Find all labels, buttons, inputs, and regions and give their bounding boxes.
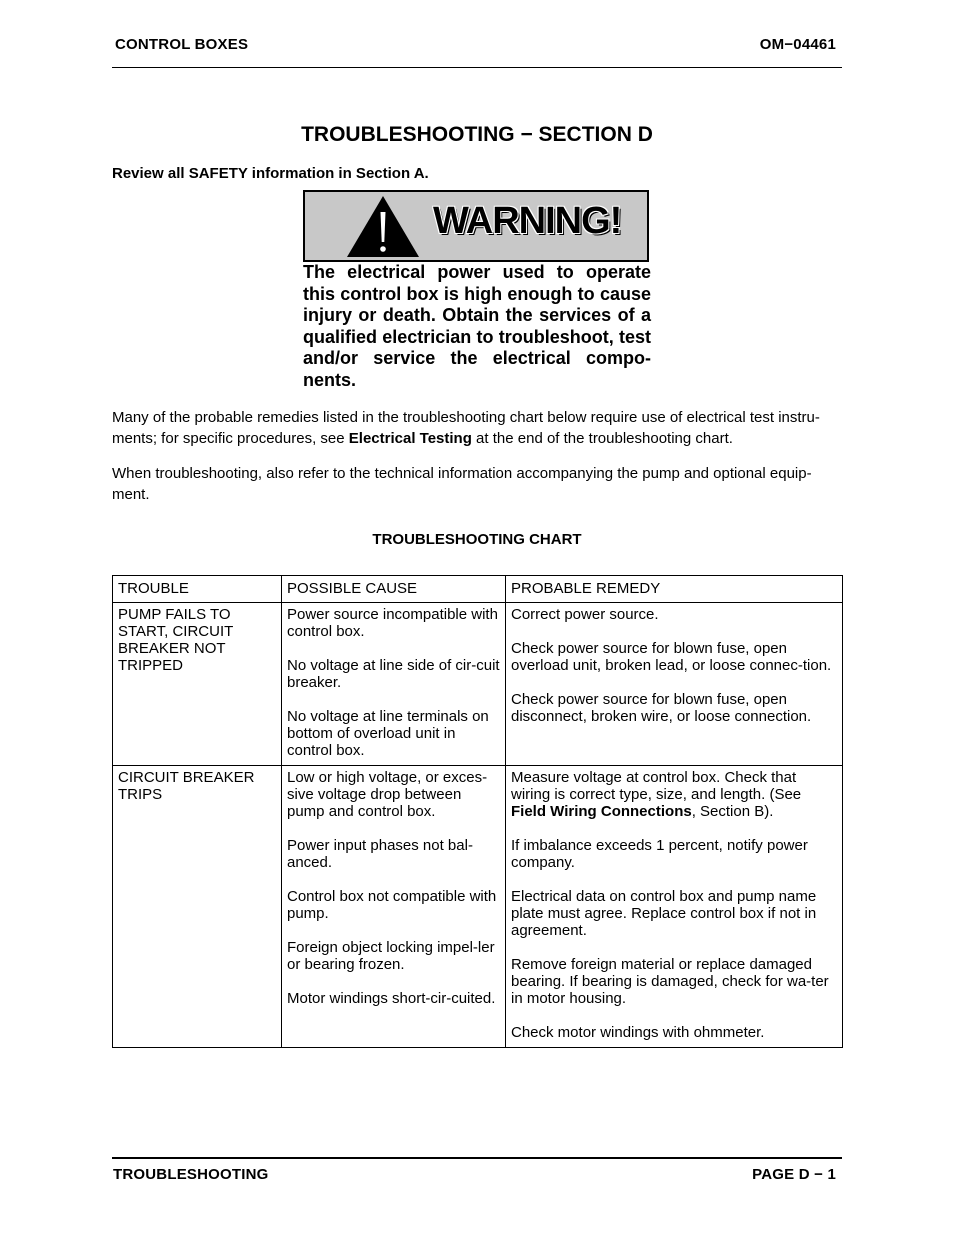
cause-entry: Power input phases not bal-anced. — [287, 837, 473, 871]
remedy-entry: Remove foreign material or replace damaged bearing. If bearing is damaged, check for wa-ter in motor housing. — [511, 956, 829, 1007]
remedy-entry: Electrical data on control box and pump name plate must agree. Replace control box if not in agreement. — [511, 888, 817, 939]
cause-entry: Motor windings short-cir-cuited. — [287, 990, 496, 1007]
reference-paragraph: When troubleshooting, also refer to the technical information accompanying the pump and optional equip-ment. — [112, 465, 812, 503]
trouble-cell: PUMP FAILS TO START, CIRCUIT BREAKER NOT TRIPPED — [113, 603, 282, 766]
footer-section-title: TROUBLESHOOTING — [113, 1166, 269, 1183]
remedy-text-end: , Section B). — [691, 803, 774, 820]
safety-note: Review all SAFETY information in Section A. — [112, 165, 429, 182]
header-document-number: OM−04461 — [759, 36, 836, 53]
cause-cell — [282, 766, 506, 1048]
header-rule — [112, 67, 842, 68]
chart-title: TROUBLESHOOTING CHART — [372, 531, 582, 548]
remedy-entry — [511, 769, 837, 820]
table-header-row — [113, 576, 843, 603]
troubleshooting-table — [112, 575, 843, 1048]
header-section-title: CONTROL BOXES — [115, 36, 249, 53]
field-wiring-reference: Field Wiring Connections — [511, 803, 692, 820]
intro-paragraph — [112, 408, 844, 449]
footer-rule — [112, 1157, 842, 1159]
warning-triangle-icon — [345, 194, 421, 258]
remedy-entry: If imbalance exceeds 1 percent, notify power company. — [511, 837, 808, 871]
cause-entry: Low or high voltage, or exces-sive voltage drop between pump and control box. — [287, 769, 488, 820]
warning-text: The electrical power used to operate this control box is high enough to cause injury or death. Obtain the services of a qualified electrician to troubleshoot, test and/or service the electrical compo-nents. — [303, 262, 651, 390]
remedy-entry: Check power source for blown fuse, open overload unit, broken lead, or loose connec-tion. — [511, 640, 832, 674]
header-possible-cause: POSSIBLE CAUSE — [282, 576, 506, 603]
warning-heading: WARNING! — [433, 200, 622, 242]
warning-banner — [303, 190, 649, 262]
remedy-entry: Correct power source. — [511, 606, 659, 623]
remedy-text-start: Measure voltage at control box. Check that wiring is correct type, size, and length. (See — [511, 769, 802, 803]
page-title: TROUBLESHOOTING − SECTION D — [301, 123, 653, 146]
page-number: PAGE D − 1 — [752, 1166, 836, 1183]
table-row — [113, 603, 843, 766]
table-row — [113, 766, 843, 1048]
header-probable-remedy: PROBABLE REMEDY — [506, 576, 843, 603]
electrical-testing-reference: Electrical Testing — [348, 429, 472, 447]
remedy-cell — [506, 766, 843, 1048]
remedy-entry: Check motor windings with ohmmeter. — [511, 1024, 765, 1041]
intro-text-end: at the end of the troubleshooting chart. — [471, 429, 733, 447]
cause-entry: No voltage at line terminals on bottom of overload unit in control box. — [287, 708, 489, 759]
cause-cell — [282, 603, 506, 766]
remedy-cell — [506, 603, 843, 766]
cause-entry: Foreign object locking impel-ler or bearing frozen. — [287, 939, 495, 973]
remedy-entry: Check power source for blown fuse, open disconnect, broken wire, or loose connection. — [511, 691, 812, 725]
cause-entry: Control box not compatible with pump. — [287, 888, 497, 922]
intro-text-start: Many of the probable remedies listed in the troubleshooting chart below require use of electrical test instru-ments; for specific procedures, see — [112, 409, 820, 447]
header-trouble: TROUBLE — [113, 576, 282, 603]
trouble-cell: CIRCUIT BREAKER TRIPS — [113, 766, 282, 1048]
cause-entry: Power source incompatible with control box. — [287, 606, 498, 640]
cause-entry: No voltage at line side of cir-cuit breaker. — [287, 657, 500, 691]
